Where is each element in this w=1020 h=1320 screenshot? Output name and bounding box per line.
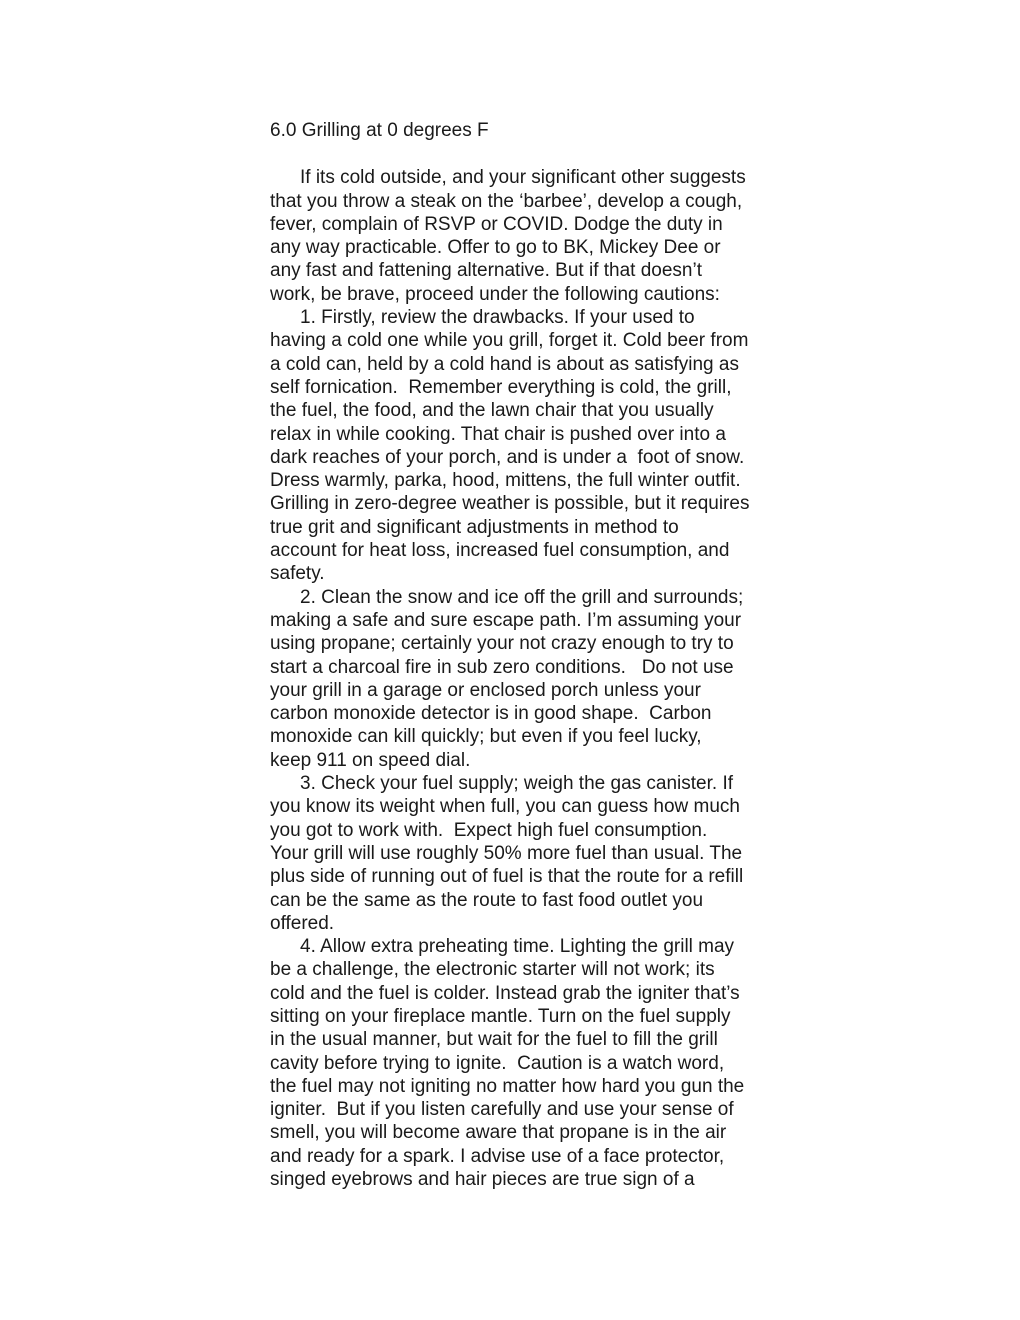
- text-line: a cold can, held by a cold hand is about as satisfying as: [270, 353, 739, 375]
- text-line: singed eyebrows and hair pieces are true sign of a: [270, 1169, 695, 1191]
- paragraph-4: [270, 772, 800, 935]
- text-line: If its cold outside, and your significant other suggests: [300, 167, 746, 189]
- text-line: smell, you will become aware that propane is in the air: [270, 1122, 727, 1144]
- text-line: carbon monoxide detector is in good shape. Carbon: [270, 703, 712, 725]
- text-line: cold and the fuel is colder. Instead grab the igniter that’s: [270, 982, 740, 1004]
- text-line: 1. Firstly, review the drawbacks. If your used to: [300, 307, 695, 329]
- text-line: Grilling in zero-degree weather is possible, but it requires: [270, 493, 750, 515]
- text-line: 3. Check your fuel supply; weigh the gas canister. If: [300, 773, 734, 795]
- text-line: work, be brave, proceed under the following cautions:: [270, 283, 720, 305]
- text-line: can be the same as the route to fast food outlet you: [270, 889, 704, 911]
- text-line: keep 911 on speed dial.: [270, 749, 471, 771]
- text-line: any way practicable. Offer to go to BK, Mickey Dee or: [270, 237, 721, 259]
- text-line: account for heat loss, increased fuel consumption, and: [270, 540, 730, 562]
- text-line: you know its weight when full, you can guess how much: [270, 796, 740, 818]
- text-line: monoxide can kill quickly; but even if you feel lucky,: [270, 726, 702, 748]
- text-line: 4. Allow extra preheating time. Lighting the grill may: [300, 936, 735, 958]
- text-line: that you throw a steak on the ‘barbee’, develop a cough,: [270, 190, 743, 212]
- text-line: 2. Clean the snow and ice off the grill and surrounds;: [300, 586, 744, 608]
- text-line: making a safe and sure escape path. I’m assuming your: [270, 609, 742, 631]
- text-line: relax in while cooking. That chair is pushed over into a: [270, 423, 726, 445]
- text-line: self fornication. Remember everything is cold, the grill,: [270, 376, 732, 398]
- text-line: any fast and fattening alternative. But if that doesn’t: [270, 260, 702, 282]
- text-line: plus side of running out of fuel is that the route for a refill: [270, 866, 744, 888]
- paragraph-2: [270, 306, 800, 586]
- text-line: using propane; certainly your not crazy enough to try to: [270, 633, 734, 655]
- text-line: the fuel may not igniting no matter how hard you gun the: [270, 1075, 745, 1097]
- paragraph-1: [270, 166, 800, 306]
- document-body: [270, 166, 800, 1191]
- text-line: Dress warmly, parka, hood, mittens, the full winter outfit.: [270, 470, 741, 492]
- text-line: having a cold one while you grill, forget it. Cold beer from: [270, 330, 749, 352]
- document-content: [270, 119, 800, 1191]
- text-line: fever, complain of RSVP or COVID. Dodge the duty in: [270, 213, 723, 235]
- text-line: true grit and significant adjustments in method to: [270, 516, 679, 538]
- text-line: sitting on your fireplace mantle. Turn on the fuel supply: [270, 1005, 731, 1027]
- text-line: be a challenge, the electronic starter will not work; its: [270, 959, 715, 981]
- text-line: you got to work with. Expect high fuel consumption.: [270, 819, 708, 841]
- text-line: cavity before trying to ignite. Caution is a watch word,: [270, 1052, 725, 1074]
- paragraph-5: [270, 935, 800, 1191]
- paragraph-3: [270, 586, 800, 772]
- text-line: in the usual manner, but wait for the fuel to fill the grill: [270, 1029, 718, 1051]
- section-heading: 6.0 Grilling at 0 degrees F: [270, 120, 489, 141]
- text-line: Your grill will use roughly 50% more fuel than usual. The: [270, 842, 743, 864]
- text-line: igniter. But if you listen carefully and use your sense of: [270, 1099, 734, 1121]
- text-line: start a charcoal fire in sub zero conditions. Do not use: [270, 656, 734, 678]
- text-line: the fuel, the food, and the lawn chair that you usually: [270, 400, 714, 422]
- text-line: your grill in a garage or enclosed porch unless your: [270, 679, 701, 701]
- text-line: and ready for a spark. I advise use of a face protector,: [270, 1145, 725, 1167]
- text-line: dark reaches of your porch, and is under a foot of snow.: [270, 446, 745, 468]
- text-line: offered.: [270, 912, 335, 934]
- text-line: safety.: [270, 563, 325, 585]
